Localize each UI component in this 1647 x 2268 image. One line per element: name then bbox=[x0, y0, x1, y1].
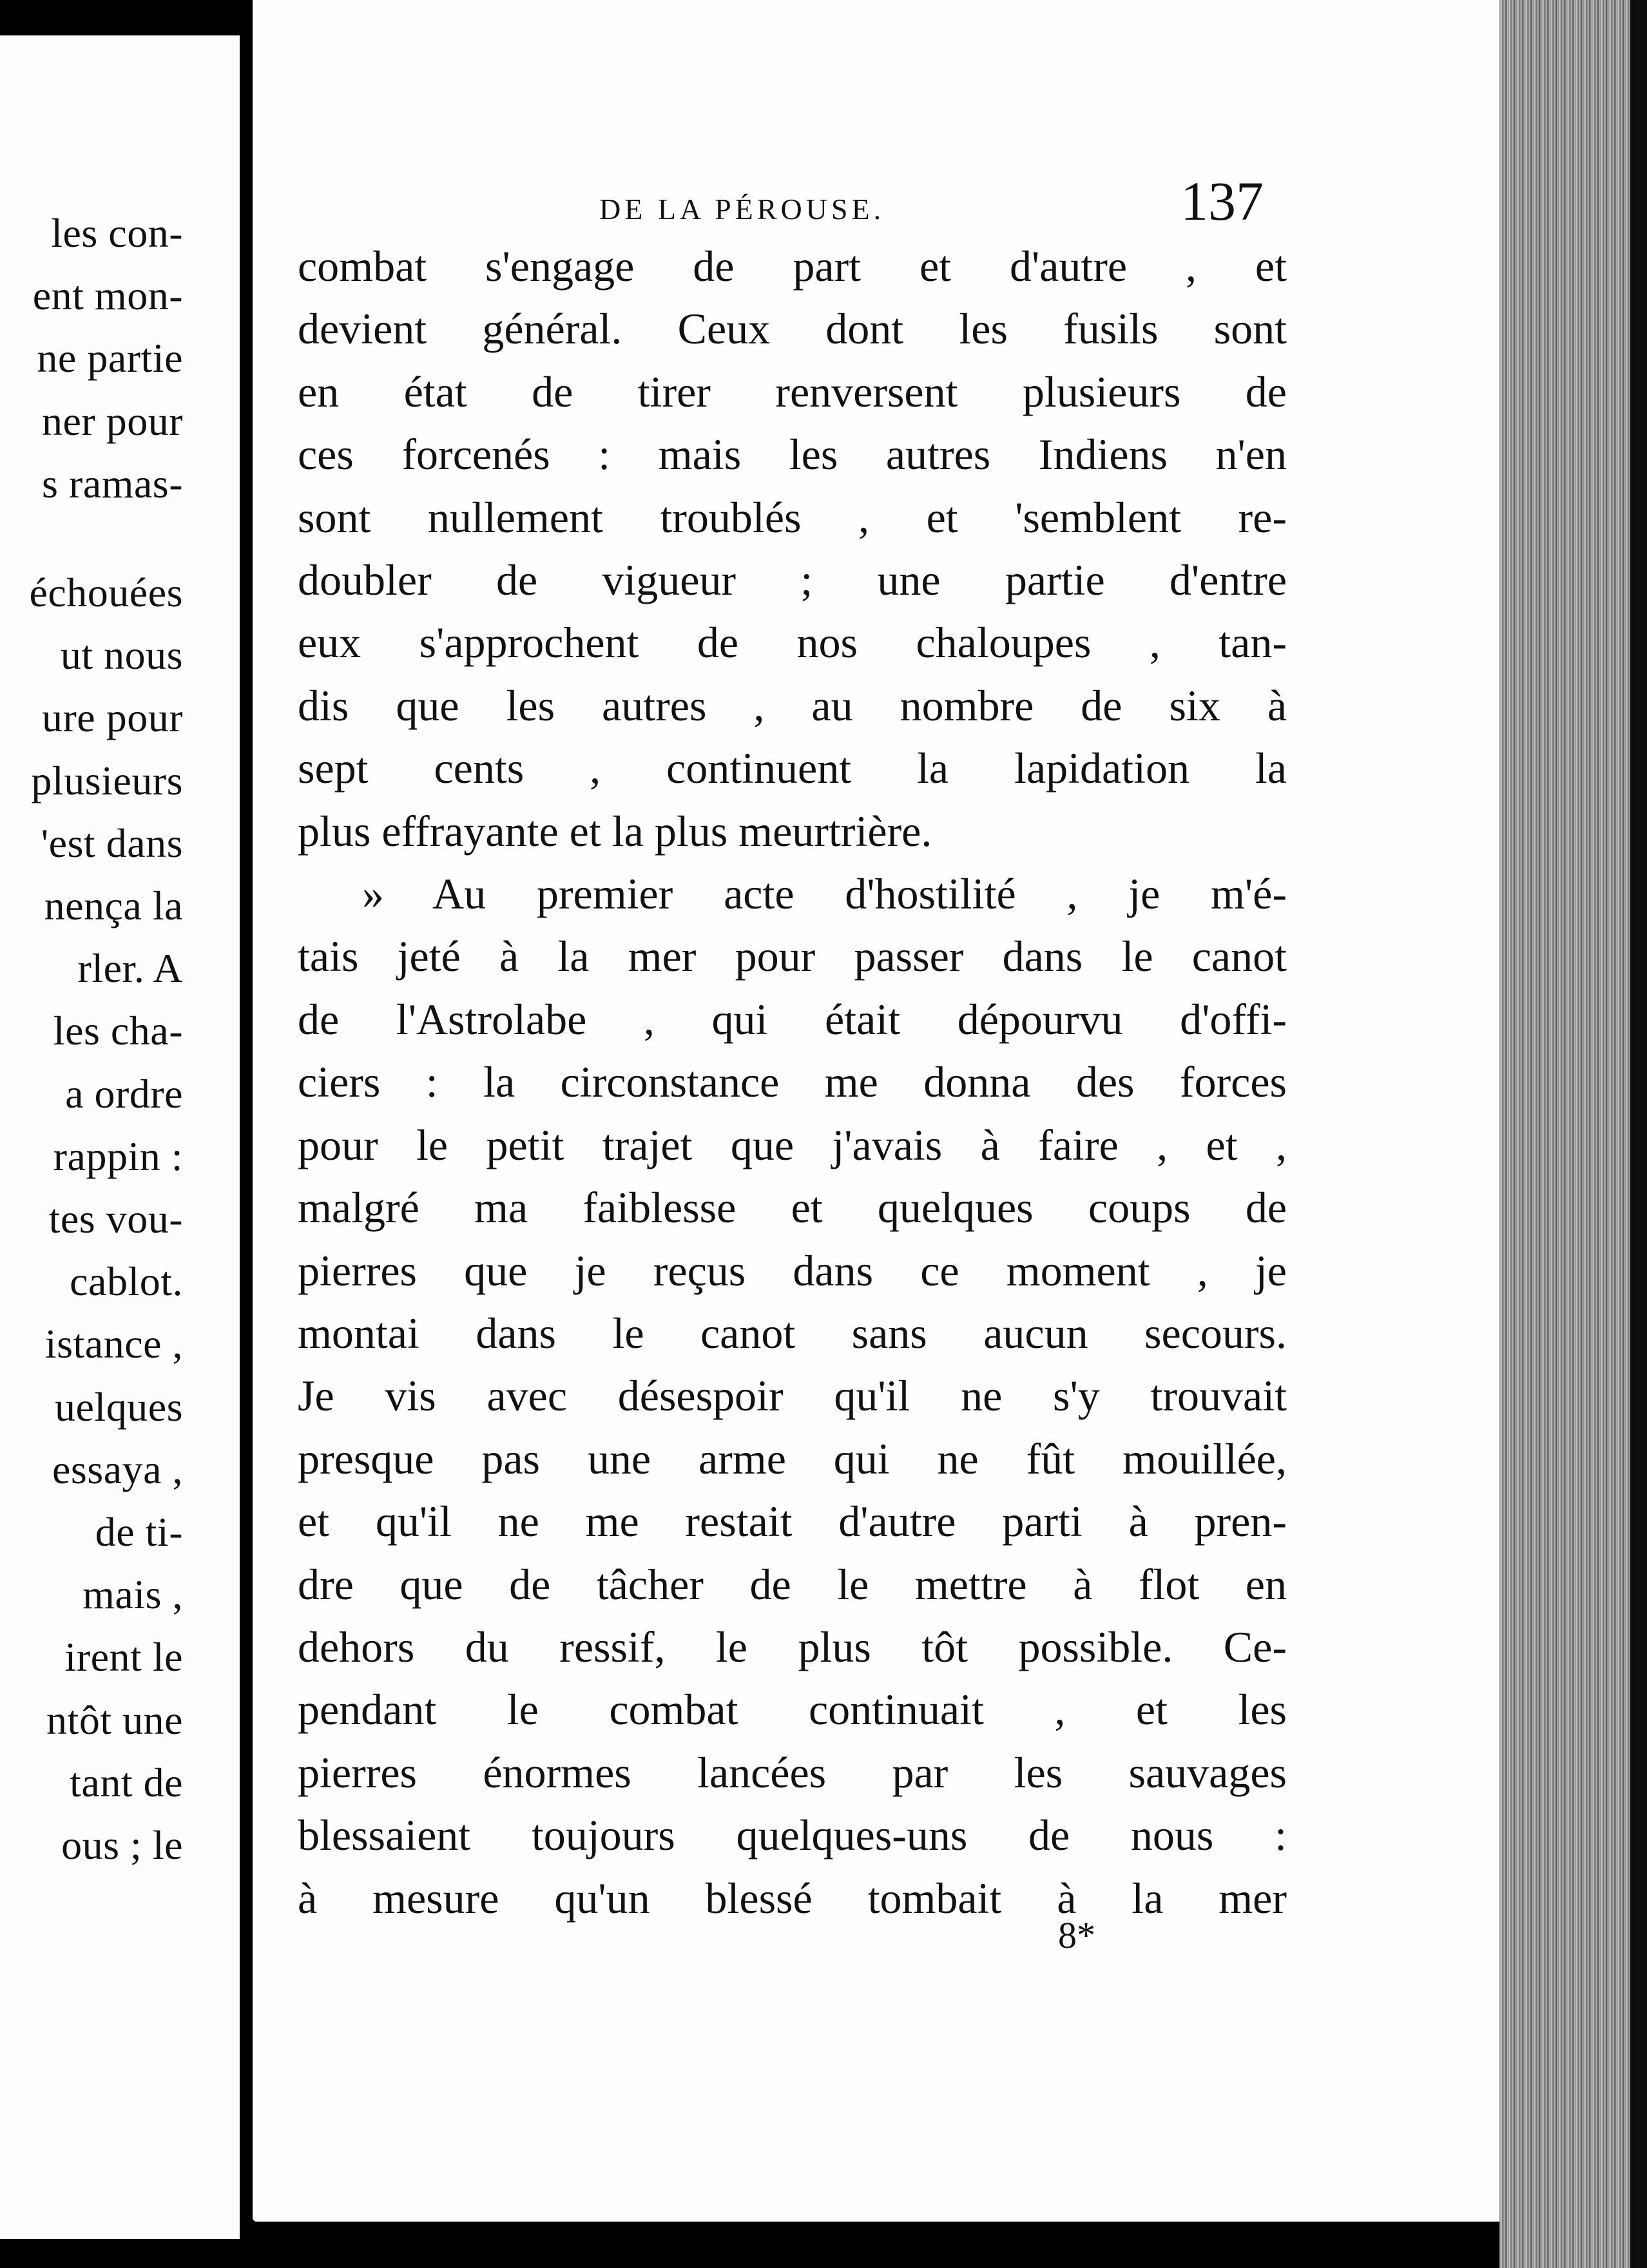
page-number: 137 bbox=[1180, 170, 1264, 232]
left-page-line: ous ; le bbox=[61, 1822, 183, 1869]
text-line: combat s'engage de part et d'autre , et bbox=[298, 242, 1287, 291]
text-line: tais jeté à la mer pour passer dans le canot bbox=[298, 932, 1287, 981]
text-line: sept cents , continuent la lapidation la bbox=[298, 744, 1287, 793]
text-line: malgré ma faiblesse et quelques coups de bbox=[298, 1183, 1287, 1233]
text-line: eux s'approchent de nos chaloupes , tan- bbox=[298, 618, 1287, 668]
left-page-line: irent le bbox=[64, 1634, 183, 1680]
left-page-line: tes vou- bbox=[48, 1196, 183, 1242]
text-line: en état de tirer renversent plusieurs de bbox=[298, 367, 1287, 416]
left-page-line: s ramas- bbox=[41, 460, 183, 506]
left-page-line: ne partie bbox=[37, 335, 183, 381]
text-line: de l'Astrolabe , qui était dépourvu d'offi- bbox=[298, 994, 1287, 1044]
text-line: ces forcenés : mais les autres Indiens n'en bbox=[298, 430, 1287, 479]
text-line: à mesure qu'un blessé tombait à la mer bbox=[298, 1873, 1287, 1923]
book-gutter bbox=[240, 0, 253, 2268]
left-page-line: plusieurs bbox=[31, 757, 183, 803]
left-page-line: ut nous bbox=[60, 632, 183, 678]
text-line: blessaient toujours quelques-uns de nous : bbox=[298, 1811, 1287, 1860]
left-page-line: ntôt une bbox=[46, 1696, 183, 1743]
text-line: montai dans le canot sans aucun secours. bbox=[298, 1308, 1287, 1358]
left-page-line: nença la bbox=[44, 883, 183, 929]
left-page-line: a ordre bbox=[65, 1070, 183, 1117]
text-line: dis que les autres , au nombre de six à bbox=[298, 680, 1287, 730]
left-page-line: cablot. bbox=[70, 1258, 183, 1305]
text-line: pour le petit trajet que j'avais à faire , et , bbox=[298, 1120, 1287, 1169]
paragraph bbox=[298, 235, 1287, 863]
text-line: pendant le combat continuait , et les bbox=[298, 1685, 1287, 1735]
left-page-line: 'est dans bbox=[41, 820, 183, 866]
text-line: dre que de tâcher de le mettre à flot en bbox=[298, 1559, 1287, 1609]
text-line: doubler de vigueur ; une partie d'entre bbox=[298, 555, 1287, 605]
paragraph bbox=[298, 863, 1287, 1930]
text-line: dehors du ressif, le plus tôt possible. Ce- bbox=[298, 1622, 1287, 1671]
left-page bbox=[0, 35, 240, 2239]
text-line: et qu'il ne me restait d'autre parti à pren- bbox=[298, 1497, 1287, 1546]
text-line: Je vis avec désespoir qu'il ne s'y trouvait bbox=[298, 1371, 1287, 1421]
left-page-text bbox=[29, 202, 183, 1876]
left-page-line: rler. A bbox=[77, 945, 183, 992]
left-page-line: tant de bbox=[70, 1759, 183, 1805]
left-page-line: ent mon- bbox=[32, 273, 183, 319]
left-page-line: uelques bbox=[55, 1383, 183, 1430]
text-line: devient général. Ceux dont les fusils sont bbox=[298, 304, 1287, 354]
left-page-line: échouées bbox=[29, 570, 183, 616]
text-line: » Au premier acte d'hostilité , je m'é- bbox=[362, 869, 1287, 919]
left-page-line: istance , bbox=[44, 1321, 183, 1367]
running-head: DE LA PÉROUSE. bbox=[599, 193, 885, 226]
body-text bbox=[298, 235, 1287, 1930]
text-line: plus effrayante et la plus meurtrière. bbox=[298, 806, 932, 856]
left-page-line: rappin : bbox=[53, 1133, 183, 1179]
signature-mark: 8* bbox=[1058, 1914, 1095, 1956]
left-page-line: essaya , bbox=[52, 1446, 183, 1492]
left-page-line: les cha- bbox=[53, 1008, 183, 1054]
text-line: ciers : la circonstance me donna des forces bbox=[298, 1057, 1287, 1107]
page-fore-edge bbox=[1499, 0, 1647, 2268]
left-page-line: les con- bbox=[51, 210, 183, 256]
text-line: pierres que je reçus dans ce moment , je bbox=[298, 1245, 1287, 1295]
left-page-line: mais , bbox=[82, 1571, 183, 1618]
text-line: pierres énormes lancées par les sauvages bbox=[298, 1747, 1287, 1797]
left-page-line: de ti- bbox=[95, 1509, 183, 1555]
text-line: presque pas une arme qui ne fût mouillée, bbox=[298, 1434, 1287, 1483]
left-page-line: ner pour bbox=[41, 398, 183, 444]
left-page-line: ure pour bbox=[41, 695, 183, 741]
text-line: sont nullement troublés , et 'semblent re- bbox=[298, 492, 1287, 542]
